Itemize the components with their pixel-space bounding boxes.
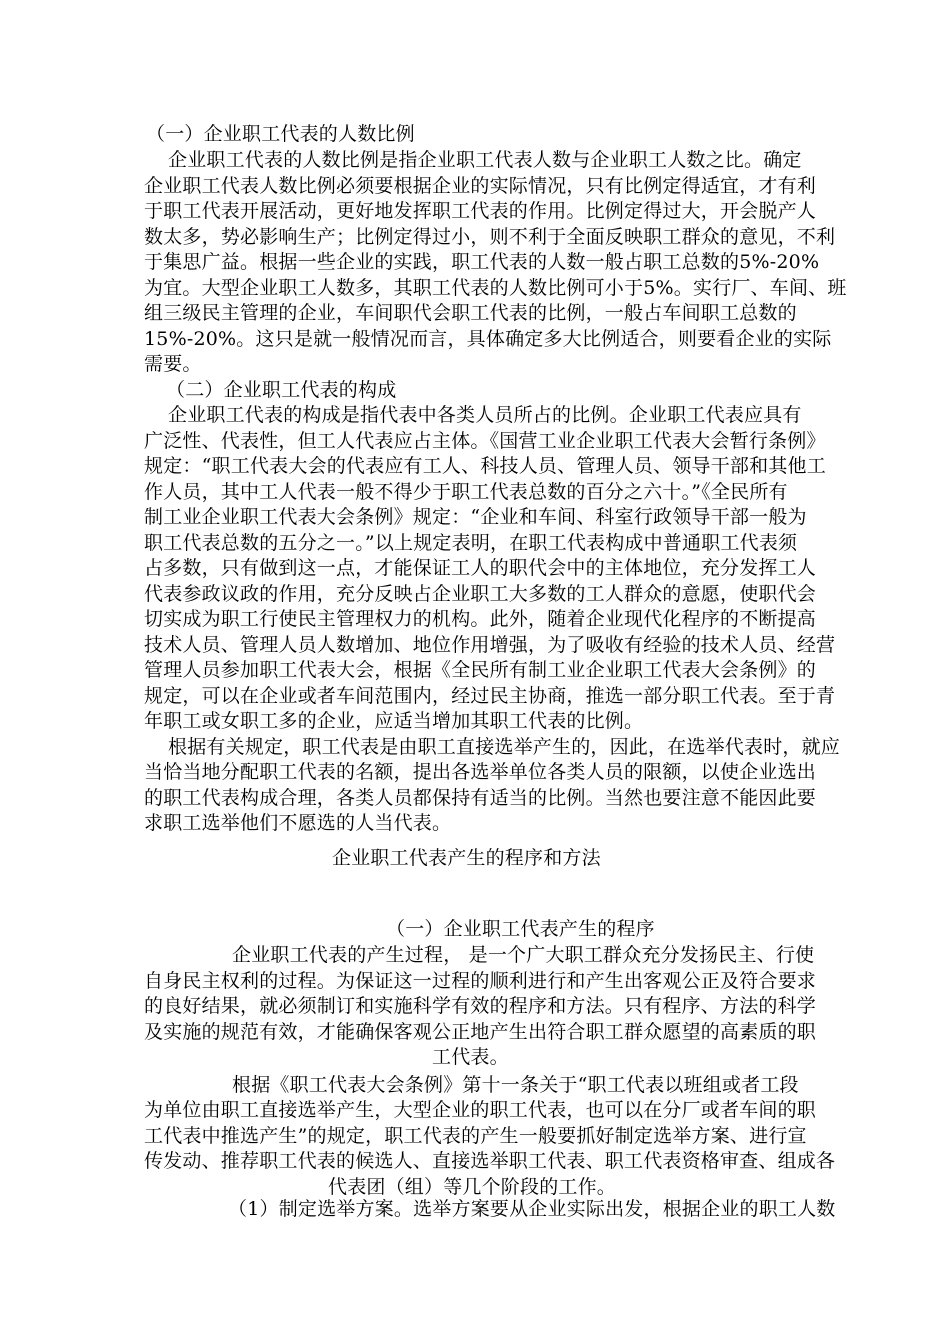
- paragraph-line: 传发动、推荐职工代表的候选人、直接选举职工代表、职工代表资格审查、组成各: [144, 1150, 836, 1172]
- paragraph-line: 作人员，其中工人代表一般不得少于职工代表总数的百分之六十。”《全民所有: [144, 481, 788, 503]
- paragraph-line: 15%-20%。这只是就一般情况而言，具体确定多大比例适合，则要看企业的实际: [144, 328, 832, 350]
- paragraph-line: 年职工或女职工多的企业，应适当增加其职工代表的比例。: [144, 710, 644, 732]
- paragraph-line: 的职工代表构成合理，各类人员都保持有适当的比例。当然也要注意不能因此要: [144, 787, 817, 809]
- paragraph-line: 代表参政议政的作用，充分反映占企业职工大多数的工人群众的意愿，使职代会: [144, 583, 817, 605]
- paragraph-line: 占多数，只有做到这一点，才能保证工人的职代会中的主体地位，充分发挥工人: [144, 557, 817, 579]
- paragraph-line: 根据有关规定，职工代表是由职工直接选举产生的，因此，在选举代表时，就应: [168, 736, 841, 758]
- paragraph-line: （1）制定选举方案。选举方案要从企业实际出发，根据企业的职工人数: [228, 1198, 836, 1220]
- paragraph-line: 代表团（组）等几个阶段的工作。: [328, 1176, 617, 1198]
- paragraph-line: 广泛性、代表性，但工人代表应占主体。《国营工业企业职工代表大会暂行条例》: [144, 430, 826, 452]
- paragraph-line: 企业职工代表的产生过程， 是一个广大职工群众充分发扬民主、行使: [232, 944, 815, 966]
- paragraph-line: 数太多，势必影响生产；比例定得过小，则不利于全面反映职工群众的意见，不利: [144, 226, 836, 248]
- paragraph-line: 工代表。: [432, 1046, 509, 1068]
- document-title: 企业职工代表产生的程序和方法: [332, 847, 601, 869]
- paragraph-line: 于职工代表开展活动，更好地发挥职工代表的作用。比例定得过大，开会脱产人: [144, 200, 817, 222]
- section-heading-2: （二）企业职工代表的构成: [166, 379, 397, 401]
- paragraph-line: 于集思广益。根据一些企业的实践，职工代表的人数一般占职工总数的5%-20%: [144, 251, 820, 273]
- paragraph-line: 规定，可以在企业或者车间范围内，经过民主协商，推选一部分职工代表。至于青: [144, 685, 836, 707]
- paragraph-line: 组三级民主管理的企业，车间职代会职工代表的比例，一般占车间职工总数的: [144, 302, 797, 324]
- section-heading-3: （一）企业职工代表产生的程序: [386, 918, 655, 940]
- paragraph-line: 及实施的规范有效，才能确保客观公正地产生出符合职工群众愿望的高素质的职: [144, 1021, 817, 1043]
- paragraph-line: 企业职工代表人数比例必须要根据企业的实际情况，只有比例定得适宜，才有利: [144, 175, 817, 197]
- paragraph-line: 自身民主权利的过程。为保证这一过程的顺利进行和产生出客观公正及符合要求: [144, 970, 817, 992]
- section-heading-1: （一）企业职工代表的人数比例: [146, 123, 415, 145]
- paragraph-line: 工代表中推选产生”的规定，职工代表的产生一般要抓好制定选举方案、进行宣: [144, 1125, 807, 1147]
- paragraph-line: 规定：“职工代表大会的代表应有工人、科技人员、管理人员、领导干部和其他工: [144, 455, 826, 477]
- paragraph-line: 企业职工代表的构成是指代表中各类人员所占的比例。企业职工代表应具有: [168, 404, 802, 426]
- paragraph-line: 企业职工代表的人数比例是指企业职工代表人数与企业职工人数之比。确定: [168, 149, 802, 171]
- paragraph-line: 职工代表总数的五分之一。”以上规定表明，在职工代表构成中普通职工代表须: [144, 532, 798, 554]
- paragraph-line: 为宜。大型企业职工人数多，其职工代表的人数比例可小于5%。实行厂、车间、班: [144, 277, 847, 299]
- paragraph-line: 切实成为职工行使民主管理权力的机构。此外，随着企业现代化程序的不断提高: [144, 608, 817, 630]
- paragraph-line: 的良好结果，就必须制订和实施科学有效的程序和方法。只有程序、方法的科学: [144, 995, 817, 1017]
- paragraph-line: 求职工选举他们不愿选的人当代表。: [144, 812, 452, 834]
- paragraph-line: 为单位由职工直接选举产生，大型企业的职工代表，也可以在分厂或者车间的职: [144, 1099, 817, 1121]
- paragraph-line: 根据《职工代表大会条例》第十一条关于“职工代表以班组或者工段: [232, 1074, 799, 1096]
- paragraph-line: 需要。: [144, 353, 202, 375]
- paragraph-line: 制工业企业职工代表大会条例》规定：“企业和车间、科室行政领导干部一般为: [144, 506, 807, 528]
- paragraph-line: 管理人员参加职工代表大会，根据《全民所有制工业企业职工代表大会条例》的: [144, 659, 817, 681]
- paragraph-line: 当恰当地分配职工代表的名额，提出各选举单位各类人员的限额，以使企业选出: [144, 761, 817, 783]
- paragraph-line: 技术人员、管理人员人数增加、地位作用增强，为了吸收有经验的技术人员、经营: [144, 634, 836, 656]
